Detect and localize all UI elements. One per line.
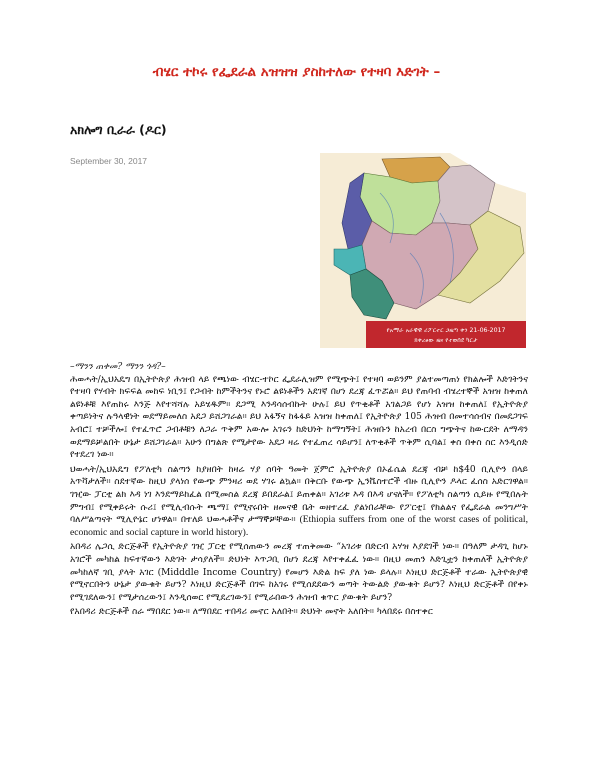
map-caption-line2: ክቀረፀው ዜና የተወሰደ ካርታ: [414, 337, 478, 344]
article-title: ብሄር ተኮሩ የፌደራል አዝዝዝ ያስከተለው የተዛባ እድገት –: [152, 64, 441, 80]
paragraph-1: ሕወሓት/ኢህአዴግ በኢትዮጵያ ሕዝብ ላይ የጫነው ብሄር-ተኮር ፌደራሊዝም የሚጭት፤ የተዛባ ወይንም ያልተመጣጠነ የክልሎች እድገትንና የተዛባ የሃብት ክፍፍል መከፍ ነቢን፤ የጋብት ከምችትንና የኑሮ ልዩነቶችን አደገኛ በሆነ ደረጃ ፈጥሯል። ይህ የጠባብ ብሄረተኞች አዝዝ ከቀጠለ ልዩነቶቹ እየጠከሩ እንጅ እየተሻሻሉ አይሄዱም። ደጋሚ እንዳሳሰብኩት ሁሉ፤ ይህ የጥቂቶች አገልጋይ የሆነ አዝዝ ከቀጠለ፤ የኢትዮጵያ ቀጣይነትና ሉዓላዊነት ወደማይመለስ አደጋ ይሸጋገራል። ይህ አፋኝና ከፋፋይ አዝዝ ከቀጠለ፤ የኢትዮጵያ 105 ሕዝብ በመተሳሰብና በመደጋገፍ አብሮ፤ ተቻችሎ፤ የተፈጥሮ ጋብቶቹን ለጋራ ጥቅም አውሎ አገሩን ከድህነት ከማግኝት፤ ሕዝቡን ከአረብ በርስ ግጭትና ከውርደት ለማዳን ወደማይቻልበት ሁኔታ ይሸጋገራል። አሁን በግልጽ የሚታየው አደጋ ዛሬ የተፈጠረ ሳይሆን፤ ለጥቂቶች ጥቅም ሲባል፤ ቀስ በቀስ ስር እንዲሰድ የተደረገ ነው።: [70, 374, 528, 461]
ethiopia-regions-map: [320, 153, 526, 348]
paragraph-2-text: ህወሓት/ኢህአዴግ የፖለቲካ ስልጣን ከያዘበት ከዛሬ ሃያ ሰባት ዓመት ጀምሮ ኢትዮጵያ በኦፊሴል ደረጃ ብቻ ከ$40 ቢሊዮን በላይ አጥቫታለች። ስደተኛው ከዚህ ያላነሰ የውጭ ምንዛሪ ወደ ሃገሩ ልኳል። በቅርቡ የውጭ ኢንቬስተሮች ብዙ ቢሊዮን ዶላር ፈሰስ አድርገዋል። ገዢው ፓርቲ ልክ እዳ ነገ እንደማይከፈል በሚመስል ደረጃ ይበደራል፤ ይጠቀል። አገሪቱ እዳ በእዳ ሆናለች። የፖለቲካ ስልጣን ሲይዙ የሚበሉት ምግብ፤ የሚቀይሩት ሱሪ፤ የሚሊብሱት ጫማ፤ የሚኖሩበት ዘመናዊ ቤት ወዘተረፈ ያልነበራቸው የፖርቲ፤ የክልልና የፌደራል መንግሥት ባለሥልጣናት ሚሊዮኔር ሆነዋል። በተለይ ህወሓቶችና ታማኞቻቸው።: [70, 464, 528, 526]
paragraph-4: የአበዳሪ ድርጅቶች ስራ ማበደር ነው። ለማበደር ተበዳሪ መኖር አለበት። ድህነት መኖት አለበት። ካላበደሩ በስተቀር: [70, 607, 433, 618]
subheading: –ማንን ጠቀመ? ማንን ጎዳ?–: [70, 362, 166, 372]
paragraph-3: አበዳሪ ሌጋሲ ድርጅቶች የኢትዮጵያ ገዢ ፓርቲ የሚሰጠውን መረጃ ተጠቅመው “አገሪቱ በድርብ አሃዝ እያደገች ነው። በዓለም ታዳጊ ከሆኑ አገሮች መካከል ከፍተኛውን እድገት ታሳያለች። ድህነት እጥጋቢ በሆነ ደረጃ እየተቀፈፈ ነው። በዚህ መጠን እድጊቷን ከቀጠለች ኢትዮጵያ መካከለኛ ገቢ ያላት አገር (Midddle Income Country) የመሆን እድል ከፍ ያለ ነው ይላሉ። እነዚህ ድርጅቶች ተራው ኢትዮጵያዊ የሚኖርበትን ሁኔታ ያውቁት ይሆን? እነዚህ ድርጅቶች በገፍ ከአገሩ የሚሰደደውን ወጣት ትውልድ ያውቁት ይሆን? እነዚህ ድርጅቶች በየቀኑ የሚገደለውን፤ የሚታሰረውን፤ እንዲሰወር የሚደረገውን፤ የሚራበውን ሕዝብ ቁጥር ያውቁት ይሆን?: [70, 542, 528, 603]
publish-date: September 30, 2017: [70, 156, 148, 166]
article-body: [70, 361, 528, 621]
paragraph-2-english: (Ethiopia suffers from one of the worst cases of political, economic and social capture in world history).: [70, 514, 528, 538]
author-name: አክሎግ ቢራራ (ዶር): [70, 122, 167, 137]
map-caption-line1: የአማራ አራዊዊ ሪፖርተር ጋዜጣ ቀን 21-06-2017: [386, 327, 506, 334]
paragraph-2: [70, 464, 528, 540]
